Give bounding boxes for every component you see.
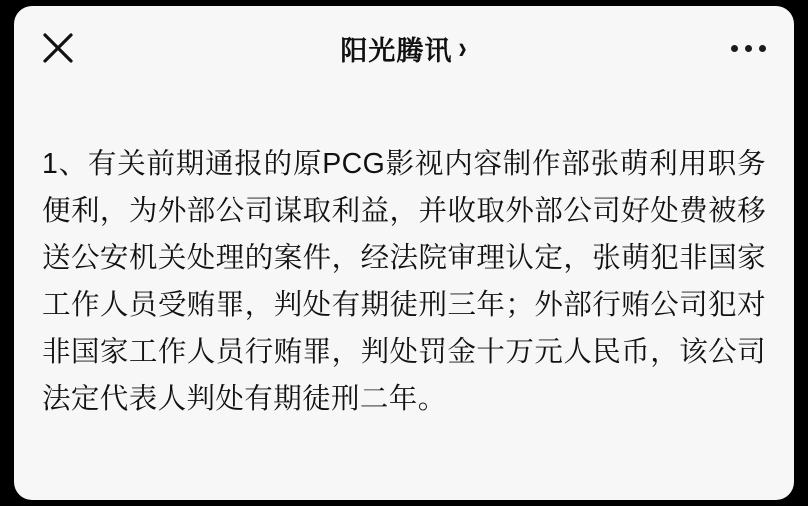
article-screen <box>14 6 794 500</box>
article-paragraph: 1、有关前期通报的原PCG影视内容制作部张萌利用职务便利，为外部公司谋取利益，并收取外部公司好处费被移送公安机关处理的案件，经法院审理认定，张萌犯非国家工作人员受贿罪，判处有期徒刑三年；外部行贿公司犯对非国家工作人员行贿罪，判处罚金十万元人民币，该公司法定代表人判处有期徒刑二年。 <box>42 147 766 415</box>
more-options-icon-dot <box>745 45 752 52</box>
more-options-icon-dot <box>759 45 766 52</box>
article-content <box>14 90 794 423</box>
close-icon <box>41 31 75 65</box>
more-options-button[interactable] <box>724 26 772 70</box>
page-title[interactable] <box>340 29 467 68</box>
chevron-right-icon: › <box>458 29 468 65</box>
close-button[interactable] <box>36 26 80 70</box>
page-title-text: 阳光腾讯 <box>340 35 453 66</box>
more-options-icon-dot <box>731 45 738 52</box>
navigation-bar <box>14 6 794 90</box>
